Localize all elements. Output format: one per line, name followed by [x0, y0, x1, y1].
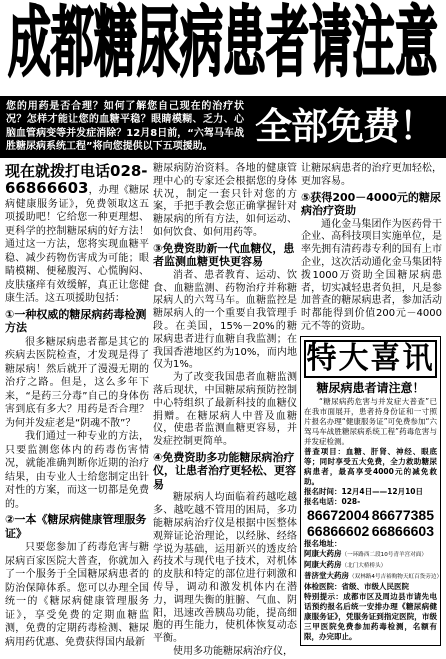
- good-news-box: [300, 336, 441, 646]
- pharmacy-location: （北门大桥桥头）: [341, 563, 387, 569]
- phone-call-lead: 现在就拨打电话028-: [5, 162, 148, 180]
- section-1-paragraph: 我们通过一种专业的方法，只要监测您体内的药毒伤害情况，就能准确判断你近期的治疗结果，由专业人士给您制定出针对性的方案，而这一切都是免费的。: [5, 431, 149, 510]
- intro-paragraph: [5, 180, 149, 306]
- section-5-paragraph: 通化金马集团作为医药骨干企业、高科技项目实施单位，是率先拥有清药毒专利的国有上市企业，这次活动通化金马集团特拨1000万资助全国糖尿病患者，切实减轻患者负担，凡是参加普查的糖尿病患者，参加活动时都能得到价值200元－4000元不等的资助。: [301, 218, 442, 332]
- pharmacy-location: （双林路4号吉裕购物天虹百货旁边）: [349, 574, 443, 580]
- banner-questions: 您的用药是否合理？如何了解您自己现在的治疗状况？怎样才能让您的血糖平稳？眼睛模糊、乏力、心脑血管病变等并发症消除？12月8日前，“六驾马车战胜糖尿病系统工程”将向您提供以下五项援助。: [6, 101, 244, 152]
- registration-address-label: 报名地址：: [304, 539, 342, 548]
- headline-text: 成都糖尿病患者请注意: [8, 0, 438, 89]
- section-1-paragraph: 很多糖尿病患者都是其它的疾病去医院检查，才发现是得了糖尿病！然后就开了漫漫无期的治疗之路。但是，这么多年下来，“是药三分毒”自己的身体伤害到底有多大？用药是否合理？为何并发症老是“阴魂不散”？: [5, 336, 149, 429]
- section-2-title: ②一本《糖尿病健康管理服务证》: [5, 513, 147, 540]
- exam-hospital-value: 省级、市级人民医院: [341, 582, 409, 591]
- section-4-paragraph: 使用多功能糖尿病治疗仪，: [173, 646, 293, 657]
- headline: [4, 0, 442, 93]
- section-3-paragraph: 为了改变我国患者血糖监测落后现状，中国糖尿病预防控制中心特组织了最新科技的血糖仪捐赠。在糖尿病人中普及血糖仪，使患者监测血糖更容易，并发症控制更简单。: [153, 372, 297, 448]
- special-tip: 特别提示：成都市区及周边县市请先电话预约报名后统一安排办理《糖尿病健康服务证》，凭服务证到指定医院，市级三甲医院免费参加药毒检测，名额有限，办完即止。: [304, 592, 437, 641]
- screening-items: 普查项目：血糖、肝肾、神经、眼底等；同时享受五大免费，全力救助糖尿病患者，最高享受4000元的减免救助。: [304, 447, 437, 486]
- good-news-body: “糖尿病药危害与并发症大普查”已在我市面展开，患者持身份证和一寸照片报名办理“健康服务证”可免费参加“六驾马车战胜糖尿病系统工程”药毒危害与并发症检测。: [304, 397, 437, 446]
- article-column-2: [153, 163, 297, 657]
- all-free-slogan: 全部免费！: [255, 105, 435, 148]
- article-column-1: [5, 163, 149, 648]
- section-4-paragraph-continued: 让糖尿病患者的治疗更加轻松，更加容易。: [301, 163, 442, 187]
- section-2-paragraph: 只要您参加了药毒危害与糖尿病百家医院大普查，你就加入了一个服务于全国糖尿病患者的防治保障体系。您可以办理全国统一的《糖尿病健康管理服务证》，享受免费的定期血糖监测，免费的定期药毒检测、糖尿病用药优惠、免费获得国内最新: [5, 542, 149, 648]
- phone-number: 66866603: [371, 523, 434, 539]
- section-1-title: ①一种权威的糖尿病药毒检测方法: [5, 307, 147, 334]
- phone-number: 66866602: [307, 523, 370, 539]
- phone-number: 86672004: [307, 507, 370, 523]
- registration-phone-label: 报名电话：028-: [304, 497, 361, 506]
- article-column-3: [301, 163, 442, 335]
- section-4-title: ④免费资助多功能糖尿病治疗仪，让患者治疗更轻松、更容易: [153, 450, 296, 491]
- section-4-paragraph: 糖尿病人均面临着药越吃越多、越吃越不管用的困局，多功能糖尿病治疗仪是根据中医整体观辩证论治理论，以经脉、经络学说为基础，运用新兴的透皮给药技术与现代电子技术，对机体的皮肤和特定的部位进行刺激和传导，调动和激发机体内在潜力，调理失衡的脏腑、气血、阴阳，迅速改善胰岛功能，提高细胞的再生能力，使机体恢复动态平衡。: [153, 492, 297, 645]
- phone-number: 66866603: [5, 179, 89, 197]
- black-banner: [0, 96, 446, 158]
- phone-row: [304, 523, 437, 539]
- pharmacy-name: 普济堂大药房: [304, 571, 349, 580]
- section-3-title: ③免费资助新一代血糖仪，患者监测血糖更快更容易: [153, 241, 295, 269]
- address-item: [304, 560, 437, 571]
- exam-hospital: [304, 582, 437, 592]
- good-news-title: 特大喜讯: [304, 340, 437, 378]
- exam-hospital-label: 体检医院：: [304, 582, 342, 591]
- registration-time: [304, 487, 437, 497]
- registration-time-label: 报名时间：: [304, 487, 342, 496]
- address-item: [304, 571, 443, 582]
- good-news-subtitle: 糖尿病患者请注意！: [316, 381, 425, 395]
- intro-text: ，办理《糖尿病健康服务证》，免费领取这五项援助吧！它给您一种更理想、更科学的控制糖尿病的好方法！通过这一方法，您将实现血糖平稳、减少药物伤害成为可能；眼睛模糊、便秘腹泻、心慌胸闷、皮肤瘙痒有效缓解，真正让您健康生活。这五项援助包括：: [5, 185, 149, 304]
- pharmacy-name: 阿康大药房: [304, 549, 342, 558]
- registration-time-value: 12月4日——12月10日: [341, 487, 424, 496]
- pharmacy-location: （一环路西二段10号青羊宫对面）: [341, 552, 427, 558]
- section-3-paragraph: 消者、患者教育、运动、饮食、血糖监测、药物治疗并称糖尿病人的六驾马车。血糖监控是糖尿病人的一个重要自我管理手段。在美国，15%－20%的糖尿病患者进行血糖自我监测；在我国香港地区约为10%，而内地仅为1%。: [153, 269, 297, 371]
- pharmacy-name: 阿康大药房: [304, 560, 342, 569]
- section-2-paragraph-continued: 糖尿病防治资料。各地的健康管理中心的专家还会根据您的身体状况，制定一套只针对您的方案，手把手教会您正确掌握针对糖尿病的所有方法，如何运动、如何饮食、如何用药等。: [153, 163, 297, 238]
- phone-number: 86677385: [371, 507, 434, 523]
- section-5-title: ⑤获得200－4000元的糖尿病治疗资助: [301, 190, 441, 218]
- address-item: [304, 549, 437, 560]
- phone-row: [304, 507, 437, 523]
